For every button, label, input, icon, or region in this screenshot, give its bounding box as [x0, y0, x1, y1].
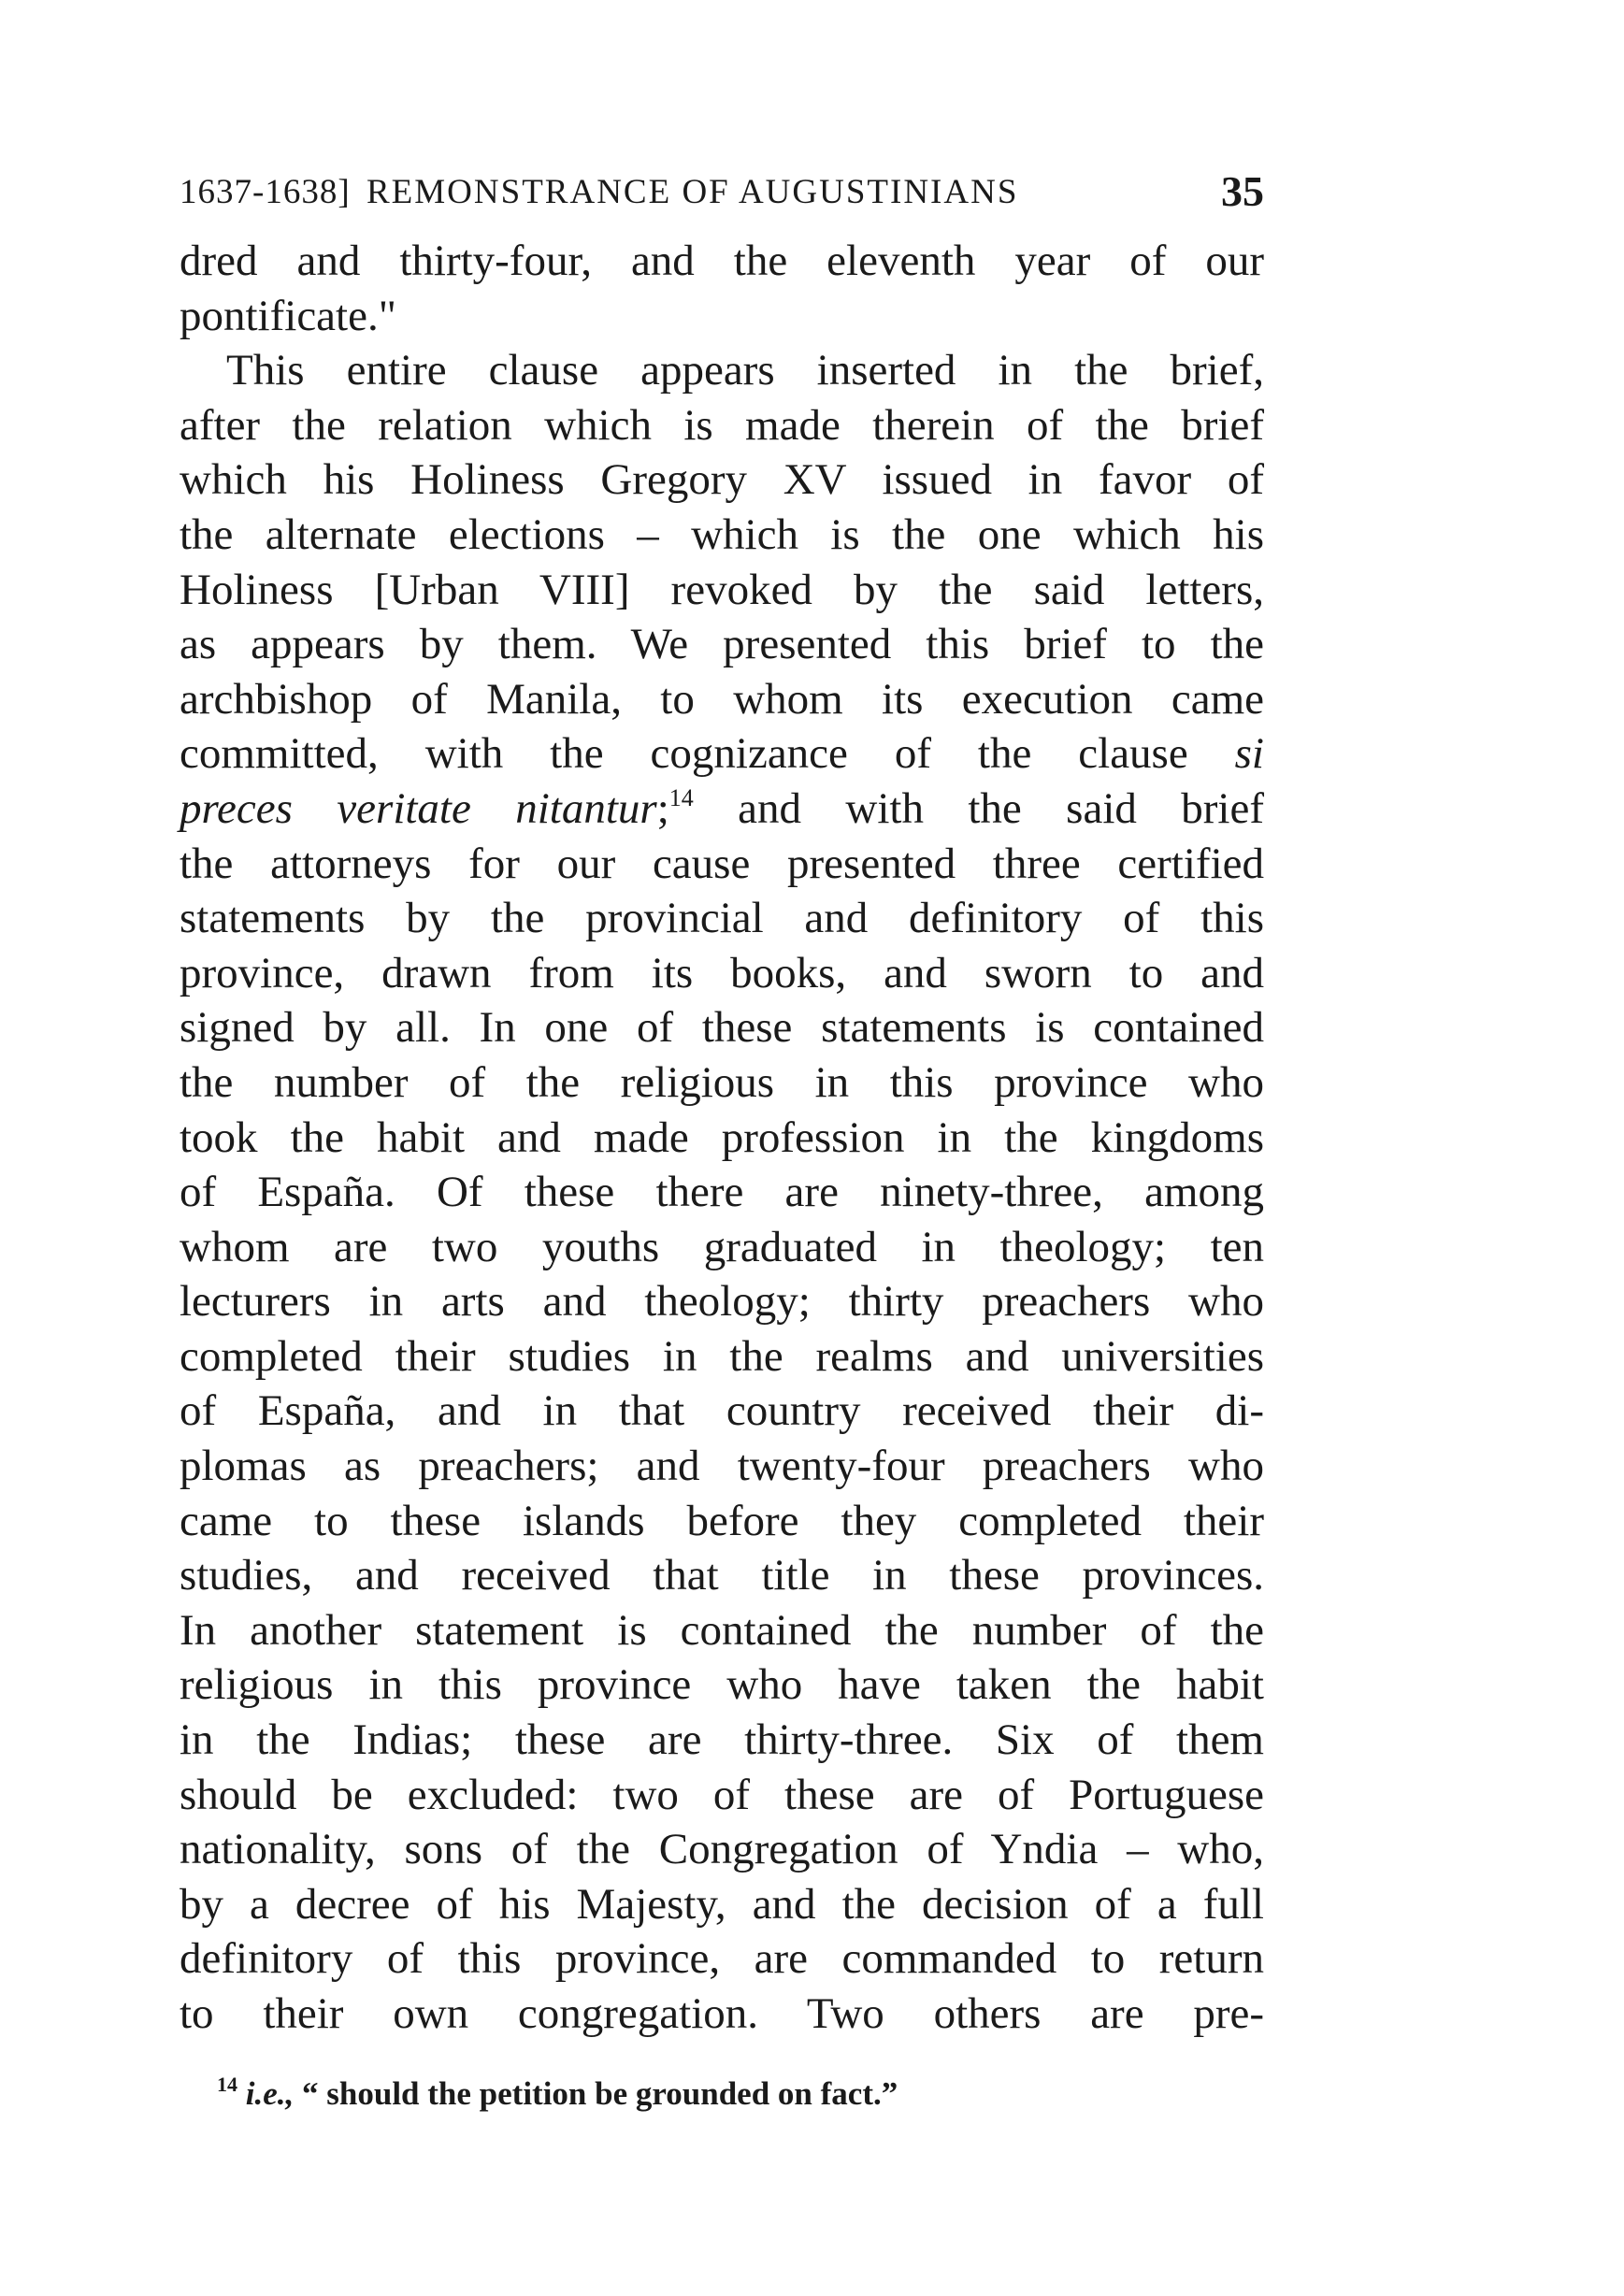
text-line: the alternate elections – which is the one which his	[180, 509, 1264, 559]
text-line: after the relation which is made therein of the brief	[180, 400, 1264, 450]
text-line: by a decree of his Majesty, and the decision of a full	[180, 1879, 1264, 1929]
text-line: should be excluded: two of these are of Portuguese	[180, 1770, 1264, 1819]
text-line: Holiness [Urban VIII] revoked by the said letters,	[180, 565, 1264, 614]
body-text	[180, 234, 1264, 2042]
text-line: dred and thirty-four, and the eleventh year of our	[180, 237, 1264, 285]
footnote-text: “ should the petition be grounded on fact.”	[302, 2075, 898, 2112]
text-line: archbishop of Manila, to whom its execution came	[180, 674, 1264, 724]
text-line: the number of the religious in this province who	[180, 1057, 1264, 1107]
page-number: 35	[1221, 167, 1264, 215]
running-head-title: REMONSTRANCE OF AUGUSTINIANS	[366, 173, 1019, 211]
text-line: lecturers in arts and theology; thirty preachers who	[180, 1277, 1264, 1327]
text-line: signed by all. In one of these statements is contained	[180, 1003, 1264, 1053]
running-head	[180, 166, 1264, 222]
text-segment: and with the said brief	[738, 783, 1264, 833]
text-line: plomas as preachers; and twenty-four preachers who	[180, 1442, 1264, 1491]
text-segment: committed, with the cognizance of the clause	[180, 729, 1188, 779]
text-line: which his Holiness Gregory XV issued in favor of	[180, 455, 1264, 505]
text-line: statements by the provincial and definitory of this	[180, 894, 1264, 943]
text-line: in the Indias; these are thirty-three. Six of them	[180, 1715, 1264, 1765]
text-line: came to these islands before they completed their	[180, 1496, 1264, 1545]
text-line: as appears by them. We presented this brief to the	[180, 620, 1264, 669]
text-line	[180, 726, 1264, 782]
text-line: pontificate."	[180, 291, 396, 340]
text-line: This entire clause appears inserted in the brief,	[226, 346, 1264, 395]
footnote-abbreviation: i.e.,	[245, 2075, 295, 2112]
text-line: of España. Of these there are ninety-three, among	[180, 1168, 1264, 1217]
text-line: whom are two youths graduated in theology; ten	[180, 1222, 1264, 1271]
running-head-years: 1637-1638]	[180, 173, 351, 211]
text-line	[180, 782, 1264, 837]
footnote-reference: 14	[668, 783, 694, 811]
text-segment: ;	[656, 783, 669, 833]
text-line: of España, and in that country received their di-	[180, 1386, 1264, 1436]
text-line: nationality, sons of the Congregation of Yndia – who,	[180, 1825, 1264, 1874]
text-line: religious in this province who have taken the habit	[180, 1660, 1264, 1710]
text-line: completed their studies in the realms and universities	[180, 1331, 1264, 1381]
latin-phrase: preces veritate nitantur	[180, 783, 657, 833]
text-line: the attorneys for our cause presented three certified	[180, 839, 1264, 888]
text-line: took the habit and made profession in the kingdoms	[180, 1112, 1264, 1162]
text-line: studies, and received that title in these provinces.	[180, 1551, 1264, 1600]
latin-phrase: si	[1234, 729, 1264, 779]
footnote	[217, 2075, 1264, 2113]
text-line: to their own congregation. Two others are pre-	[180, 1989, 1264, 2038]
text-line: definitory of this province, are commanded to return	[180, 1934, 1264, 1984]
footnote-marker: 14	[217, 2073, 237, 2096]
text-line: In another statement is contained the number of the	[180, 1605, 1264, 1655]
text-line: province, drawn from its books, and sworn to and	[180, 948, 1264, 997]
